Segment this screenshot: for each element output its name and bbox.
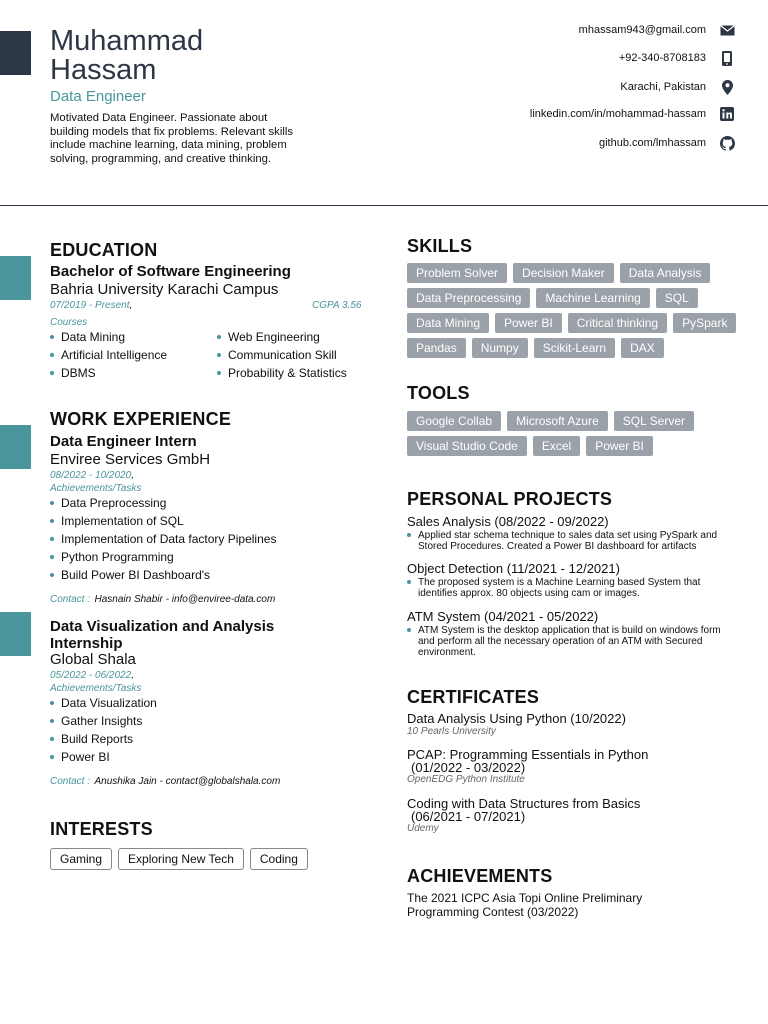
tool-tag: Power BI bbox=[586, 436, 653, 456]
work-heading: WORK EXPERIENCE bbox=[50, 409, 232, 429]
candidate-name bbox=[50, 27, 290, 85]
job-dates-text: 05/2022 - 06/2022 bbox=[50, 670, 132, 681]
phone-icon bbox=[718, 49, 736, 67]
contact-linkedin[interactable] bbox=[530, 105, 736, 123]
skill-tag: Pandas bbox=[407, 338, 466, 358]
job-role: Data Visualization and Analysis Internship bbox=[50, 618, 275, 652]
project-title: Sales Analysis (08/2022 - 09/2022) bbox=[407, 514, 609, 529]
education-dates bbox=[50, 300, 132, 311]
courses-left bbox=[50, 328, 210, 382]
projects-heading: PERSONAL PROJECTS bbox=[407, 489, 613, 509]
task-item: Implementation of SQL bbox=[50, 512, 370, 530]
interests-heading: INTERESTS bbox=[50, 819, 153, 839]
tool-tag: Microsoft Azure bbox=[507, 411, 608, 431]
certificate-entry bbox=[407, 712, 737, 737]
skill-tag: SQL bbox=[656, 288, 698, 308]
task-item: Build Reports bbox=[50, 730, 350, 748]
courses-label: Courses bbox=[50, 317, 88, 328]
course-item: Artificial Intelligence bbox=[50, 346, 210, 364]
header-accent-bar bbox=[0, 31, 31, 75]
certificate-entry bbox=[407, 797, 737, 834]
skill-tag: Machine Learning bbox=[536, 288, 649, 308]
job-dates bbox=[50, 470, 370, 481]
linkedin-text[interactable]: linkedin.com/in/mohammad-hassam bbox=[529, 108, 706, 120]
skills-row bbox=[407, 263, 747, 288]
certificate-org: Udemy bbox=[407, 823, 439, 834]
contact-label: Contact : bbox=[50, 594, 91, 605]
tools-row bbox=[407, 411, 747, 436]
header-divider bbox=[0, 205, 768, 206]
task-item: Power BI bbox=[50, 748, 350, 766]
project-entry bbox=[407, 561, 737, 599]
skill-tag: Numpy bbox=[472, 338, 528, 358]
interests-list bbox=[50, 848, 370, 870]
job-dates-comma: , bbox=[131, 470, 134, 481]
certificate-dates: (01/2022 - 03/2022) bbox=[411, 760, 526, 775]
task-list bbox=[50, 694, 350, 766]
job-contact bbox=[50, 589, 370, 607]
skills-heading: SKILLS bbox=[407, 236, 473, 256]
contact-label: Contact : bbox=[50, 776, 91, 787]
contact-value[interactable]: Anushika Jain - contact@globalshala.com bbox=[94, 776, 281, 787]
summary-text: Motivated Data Engineer. Passionate about building models that fix problems. Relevant skills include machine learning, data mining, problem solving, programming, and creative thinking. bbox=[50, 112, 293, 165]
tool-tag: Excel bbox=[533, 436, 580, 456]
tasks-label: Achievements/Tasks bbox=[50, 683, 142, 694]
certificate-org: OpenEDG Python Institute bbox=[407, 774, 525, 785]
job-entry-1 bbox=[50, 433, 370, 607]
job-contact bbox=[50, 771, 350, 789]
project-desc: The proposed system is a Machine Learning based System that identifies approx. 80 objects using cam or images. bbox=[407, 577, 737, 599]
project-desc: ATM System is the desktop application that is build on windows form and perform all the necessary operation of an ATM with Secured environment. bbox=[407, 625, 737, 658]
tools-row bbox=[407, 436, 747, 461]
tools-heading: TOOLS bbox=[407, 383, 470, 403]
certificate-title: Coding with Data Structures from Basics bbox=[407, 796, 641, 811]
interest-tag: Gaming bbox=[50, 848, 112, 870]
education-accent-bar bbox=[0, 256, 31, 300]
project-entry bbox=[407, 514, 737, 552]
location-icon bbox=[718, 78, 736, 96]
tools-list bbox=[407, 411, 747, 461]
job-entry-2 bbox=[50, 618, 350, 789]
project-title: Object Detection (11/2021 - 12/2021) bbox=[407, 561, 620, 576]
achievements-heading: ACHIEVEMENTS bbox=[407, 866, 553, 886]
task-item: Python Programming bbox=[50, 548, 370, 566]
job-dates bbox=[50, 670, 350, 681]
course-item: Web Engineering bbox=[217, 328, 377, 346]
certificate-title: PCAP: Programming Essentials in Python bbox=[407, 747, 649, 762]
task-item: Build Power BI Dashboard's bbox=[50, 566, 370, 584]
tasks-label: Achievements/Tasks bbox=[50, 483, 142, 494]
job-dates-text: 08/2022 - 10/2020 bbox=[50, 470, 132, 481]
skill-tag: DAX bbox=[621, 338, 664, 358]
interest-tag: Exploring New Tech bbox=[118, 848, 244, 870]
interest-tag: Coding bbox=[250, 848, 308, 870]
task-item: Implementation of Data factory Pipelines bbox=[50, 530, 370, 548]
education-dates-comma: , bbox=[129, 300, 133, 311]
certificate-entry bbox=[407, 748, 737, 785]
skills-row bbox=[407, 313, 747, 338]
skill-tag: Decision Maker bbox=[513, 263, 614, 283]
task-item: Data Visualization bbox=[50, 694, 350, 712]
linkedin-icon bbox=[718, 105, 736, 123]
name-line-1: Muhammad bbox=[50, 25, 204, 57]
project-entry bbox=[407, 609, 737, 658]
course-item: DBMS bbox=[50, 364, 210, 382]
tool-tag: SQL Server bbox=[614, 411, 694, 431]
achievement-text: The 2021 ICPC Asia Topi Online Preliminary Programming Contest (03/2022) bbox=[407, 891, 643, 919]
course-item: Data Mining bbox=[50, 328, 210, 346]
contact-location bbox=[620, 78, 736, 96]
work-accent-bar-2 bbox=[0, 612, 31, 656]
course-item: Probability & Statistics bbox=[217, 364, 377, 382]
name-line-2: Hassam bbox=[50, 54, 157, 86]
certificate-dates: (06/2021 - 07/2021) bbox=[411, 809, 526, 824]
job-company: Enviree Services GmbH bbox=[50, 451, 211, 468]
job-company: Global Shala bbox=[50, 651, 136, 668]
github-icon bbox=[718, 134, 736, 152]
courses-right bbox=[217, 328, 377, 382]
task-item: Gather Insights bbox=[50, 712, 350, 730]
job-dates-comma: , bbox=[131, 670, 134, 681]
email-text[interactable]: mhassam943@gmail.com bbox=[578, 24, 706, 36]
education-dates-text: 07/2019 - Present bbox=[50, 300, 130, 311]
job-role: Data Engineer bbox=[50, 88, 146, 105]
contact-email[interactable] bbox=[579, 21, 736, 39]
location-text: Karachi, Pakistan bbox=[620, 81, 706, 93]
course-item: Communication Skill bbox=[217, 346, 377, 364]
contact-github[interactable] bbox=[599, 134, 736, 152]
project-title: ATM System (04/2021 - 05/2022) bbox=[407, 609, 599, 624]
degree-title: Bachelor of Software Engineering bbox=[50, 263, 291, 280]
tool-tag: Visual Studio Code bbox=[407, 436, 527, 456]
certificate-title: Data Analysis Using Python (10/2022) bbox=[407, 711, 626, 726]
skill-tag: Critical thinking bbox=[568, 313, 667, 333]
work-accent-bar-1 bbox=[0, 425, 31, 469]
job-role: Data Engineer Intern bbox=[50, 433, 197, 450]
email-icon bbox=[718, 21, 736, 39]
github-text[interactable]: github.com/lmhassam bbox=[599, 137, 706, 149]
skill-tag: PySpark bbox=[673, 313, 736, 333]
skills-row bbox=[407, 338, 747, 363]
skill-tag: Data Analysis bbox=[620, 263, 711, 283]
project-desc: Applied star schema technique to sales data set using PySpark and Stored Procedures. Created a Power BI dashboard for artifacts bbox=[407, 530, 737, 552]
education-entry bbox=[50, 263, 370, 298]
certificates-heading: CERTIFICATES bbox=[407, 687, 540, 707]
skill-tag: Data Mining bbox=[407, 313, 489, 333]
tool-tag: Google Collab bbox=[407, 411, 501, 431]
certificate-org: 10 Pearls University bbox=[407, 726, 496, 737]
skill-tag: Scikit-Learn bbox=[534, 338, 615, 358]
school-name: Bahria University Karachi Campus bbox=[50, 281, 279, 298]
education-heading: EDUCATION bbox=[50, 240, 158, 260]
education-cgpa: CGPA 3.56 bbox=[312, 300, 362, 311]
skill-tag: Data Preprocessing bbox=[407, 288, 530, 308]
skills-row bbox=[407, 288, 747, 313]
skill-tag: Problem Solver bbox=[407, 263, 507, 283]
task-list bbox=[50, 494, 370, 584]
skill-tag: Power BI bbox=[495, 313, 562, 333]
phone-text[interactable]: +92-340-8708183 bbox=[618, 52, 706, 64]
contact-phone[interactable] bbox=[619, 49, 736, 67]
skills-list bbox=[407, 263, 747, 363]
contact-value[interactable]: Hasnain Shabir - info@enviree-data.com bbox=[94, 594, 276, 605]
task-item: Data Preprocessing bbox=[50, 494, 370, 512]
